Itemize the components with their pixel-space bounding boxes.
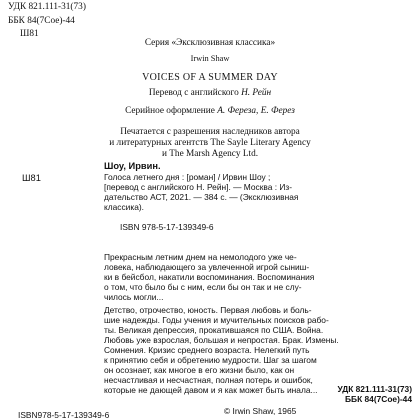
udk-code: УДК 821.111-31(73)	[8, 2, 86, 12]
card-isbn: ISBN 978-5-17-139349-6	[120, 222, 214, 232]
annotation-line: которые не дающей давом и я как может быть инала...	[104, 385, 318, 395]
annotation-line: чилось могли...	[104, 292, 164, 302]
card-description-line: Голоса летнего дня : [роман] / Ирвин Шоу ;	[104, 172, 271, 182]
card-description-line: дательство АСТ, 2021. — 384 с. — (Эксклюзивная	[104, 192, 299, 202]
annotation-paragraph	[104, 305, 339, 395]
annotation-line: ловека, наблюдающего за увлеченной игрой сыниш-	[104, 262, 310, 272]
annotation-line: ки в бейсбол, накатили воспоминания. Воспоминания	[104, 272, 315, 282]
design-line	[0, 106, 420, 117]
bottom-isbn: ISBN978-5-17-139349-6	[18, 410, 110, 420]
annotation-line: Детство, отрочество, юность. Первая любовь и боль-	[104, 305, 312, 315]
translation-line	[0, 88, 420, 99]
title-latin: VOICES OF A SUMMER DAY	[142, 72, 278, 83]
annotation-line: шие надежды. Годы учения и мучительных поисков рабо-	[104, 315, 329, 325]
permission-line: и The Marsh Agency Ltd.	[161, 149, 259, 159]
udk-code-bottom: УДК 821.111-31(73)	[337, 384, 412, 394]
annotation-line: ты. Великая депрессия, прокатившаяся по США. Война.	[104, 325, 324, 335]
permission-line: Печатается с разрешения наследников автора	[120, 127, 300, 137]
annotation-line: он осознает, как многое в его жизни было, как он	[104, 365, 295, 375]
series-line: Серия «Эксклюзивная классика»	[144, 38, 276, 48]
annotation-line: несчастливая и несчастная, полная потерь и ошибок,	[104, 375, 313, 385]
translator-name: Н. Рейн	[241, 88, 272, 98]
annotation-line: о том, что было бы с ним, если бы он так и не слу-	[104, 282, 302, 292]
card-description-line: [перевод с английского Н. Рейн]. — Москва : Из-	[104, 182, 293, 192]
annotation-line: Любовь уже взрослая, большая и непростая. Брак. Измены.	[104, 335, 339, 345]
bbk-code: ББК 84(7Сое)-44	[8, 16, 75, 26]
designer-names: А. Фереза, Е. Ферез	[217, 106, 295, 116]
annotation-line: к принятию себя и обретению мудрости. Шаг за шагом	[104, 355, 317, 365]
author-latin: Irwin Shaw	[190, 54, 230, 63]
bbk-code-bottom: ББК 84(7Сое)-44	[345, 394, 412, 404]
author-sign: Ш81	[20, 29, 39, 39]
annotation-paragraph	[104, 252, 314, 302]
card-author: Шоу, Ирвин.	[104, 161, 161, 171]
translation-prefix: Перевод с английского	[148, 88, 242, 98]
annotation-line: Прекрасным летним днем на немолодого уже че-	[104, 252, 297, 262]
design-prefix: Серийное оформление	[125, 106, 218, 116]
annotation-line: Сомнения. Кризис среднего возраста. Нелегкий путь	[104, 345, 310, 355]
copyright-line: © Irwin Shaw, 1965	[224, 406, 297, 416]
card-sign: Ш81	[22, 173, 41, 183]
card-description	[104, 172, 298, 212]
card-description-line: классика).	[104, 202, 144, 212]
permission-line: и литературных агентств The Sayle Literary Agency	[109, 138, 311, 148]
copyright-block	[224, 406, 296, 416]
permission-block	[0, 127, 420, 160]
